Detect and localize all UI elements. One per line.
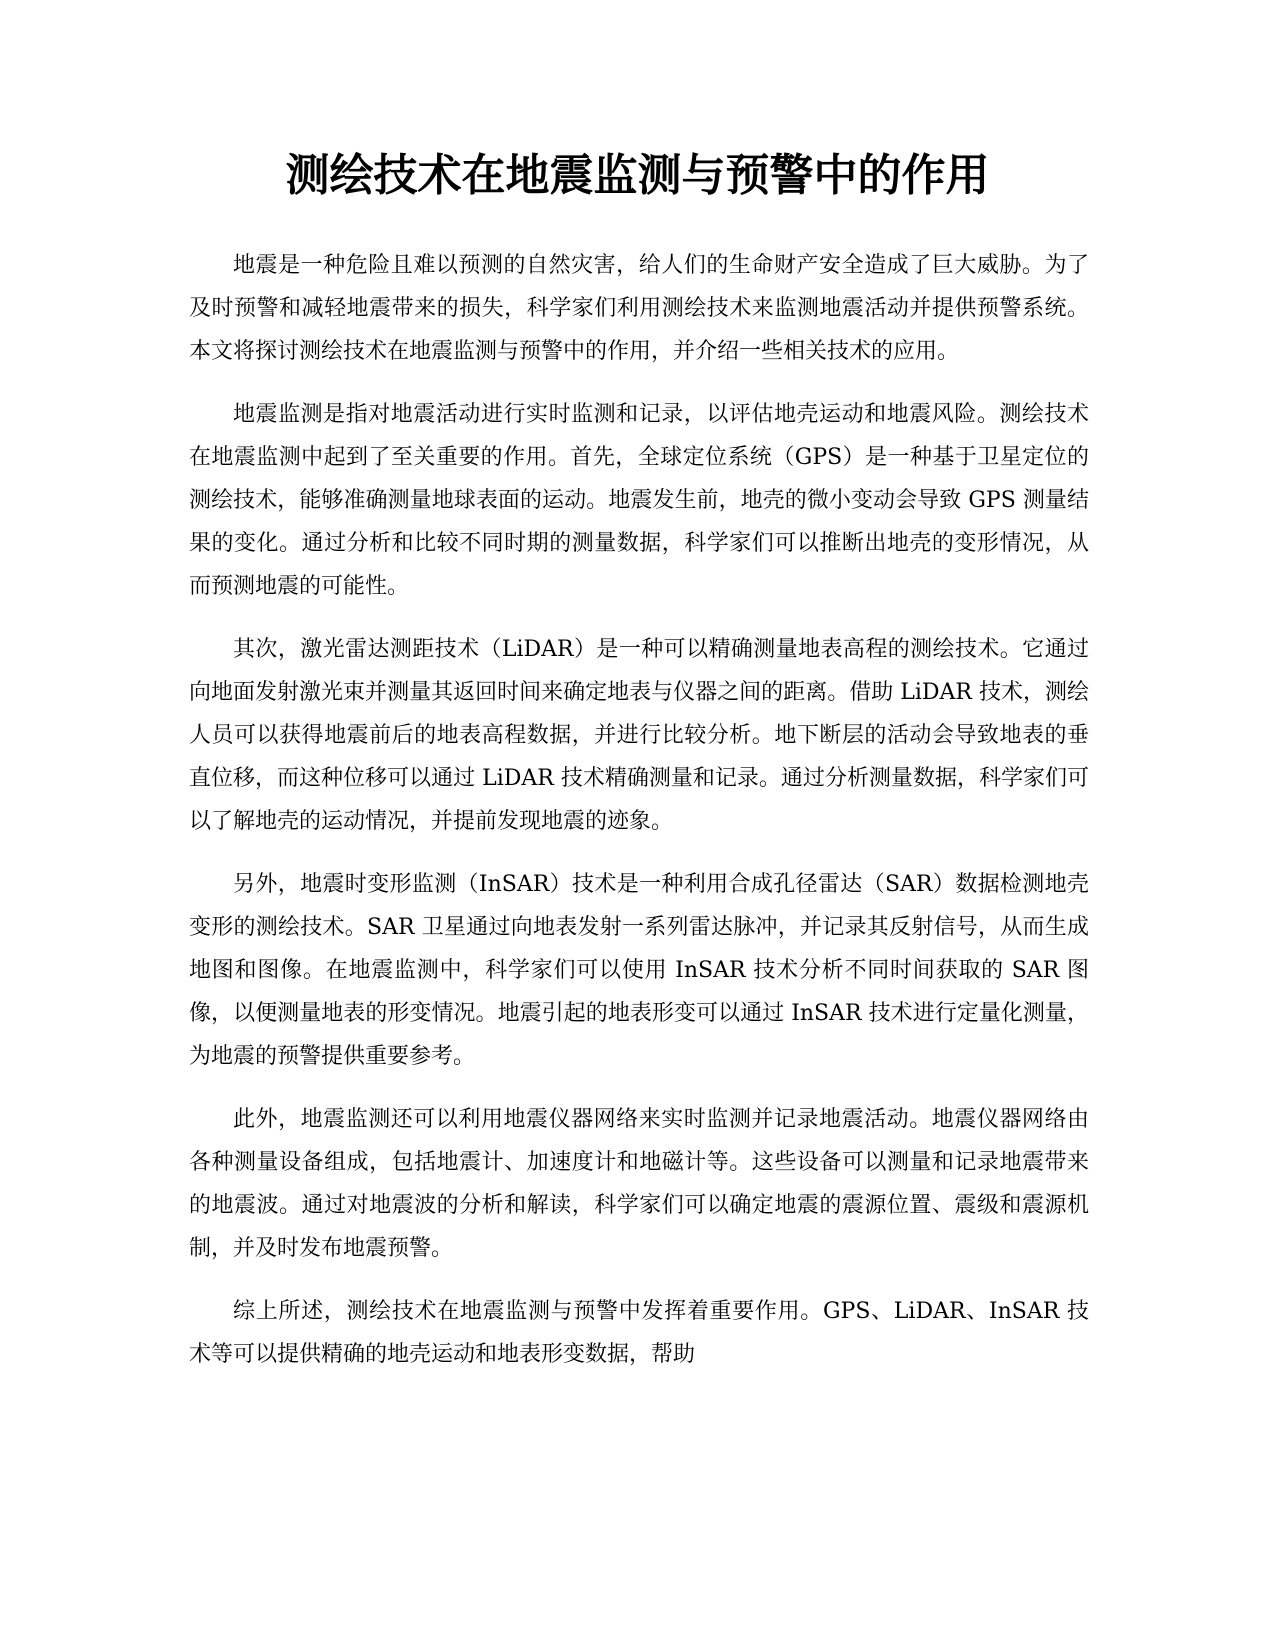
paragraph-intro: 地震是一种危险且难以预测的自然灾害，给人们的生命财产安全造成了巨大威胁。为了及时预警和减轻地震带来的损失，科学家们利用测绘技术来监测地震活动并提供预警系统。本文将探讨测绘技术在地震监测与预警中的作用，并介绍一些相关技术的应用。: [189, 253, 1089, 364]
paragraph-lidar: 其次，激光雷达测距技术（LiDAR）是一种可以精确测量地表高程的测绘技术。它通过向地面发射激光束并测量其返回时间来确定地表与仪器之间的距离。借助 LiDAR 技术，测绘人员可以获得地震前后的地表高程数据，并进行比较分析。地下断层的活动会导致地表的垂直位移，而这种位移可以通过 LiDAR 技术精确测量和记录。通过分析测量数据，科学家们可以了解地壳的运动情况，并提前发现地震的迹象。: [189, 637, 1089, 834]
paragraph-seismic-network: 此外，地震监测还可以利用地震仪器网络来实时监测并记录地震活动。地震仪器网络由各种测量设备组成，包括地震计、加速度计和地磁计等。这些设备可以测量和记录地震带来的地震波。通过对地震波的分析和解读，科学家们可以确定地震的震源位置、震级和震源机制，并及时发布地震预警。: [189, 1107, 1089, 1261]
document-body: [189, 244, 1089, 1396]
paragraph-gps: 地震监测是指对地震活动进行实时监测和记录，以评估地壳运动和地震风险。测绘技术在地震监测中起到了至关重要的作用。首先，全球定位系统（GPS）是一种基于卫星定位的测绘技术，能够准确测量地球表面的运动。地震发生前，地壳的微小变动会导致 GPS 测量结果的变化。通过分析和比较不同时期的测量数据，科学家们可以推断出地壳的变形情况，从而预测地震的可能性。: [189, 402, 1089, 599]
paragraph-summary: 综上所述，测绘技术在地震监测与预警中发挥着重要作用。GPS、LiDAR、InSAR 技术等可以提供精确的地壳运动和地表形变数据，帮助: [189, 1299, 1089, 1367]
document-title: 测绘技术在地震监测与预警中的作用: [285, 150, 990, 201]
paragraph-insar: 另外，地震时变形监测（InSAR）技术是一种利用合成孔径雷达（SAR）数据检测地壳变形的测绘技术。SAR 卫星通过向地表发射一系列雷达脉冲，并记录其反射信号，从而生成地图和图像。在地震监测中，科学家们可以使用 InSAR 技术分析不同时间获取的 SAR 图像，以便测量地表的形变情况。地震引起的地表形变可以通过 InSAR 技术进行定量化测量，为地震的预警提供重要参考。: [189, 872, 1089, 1069]
